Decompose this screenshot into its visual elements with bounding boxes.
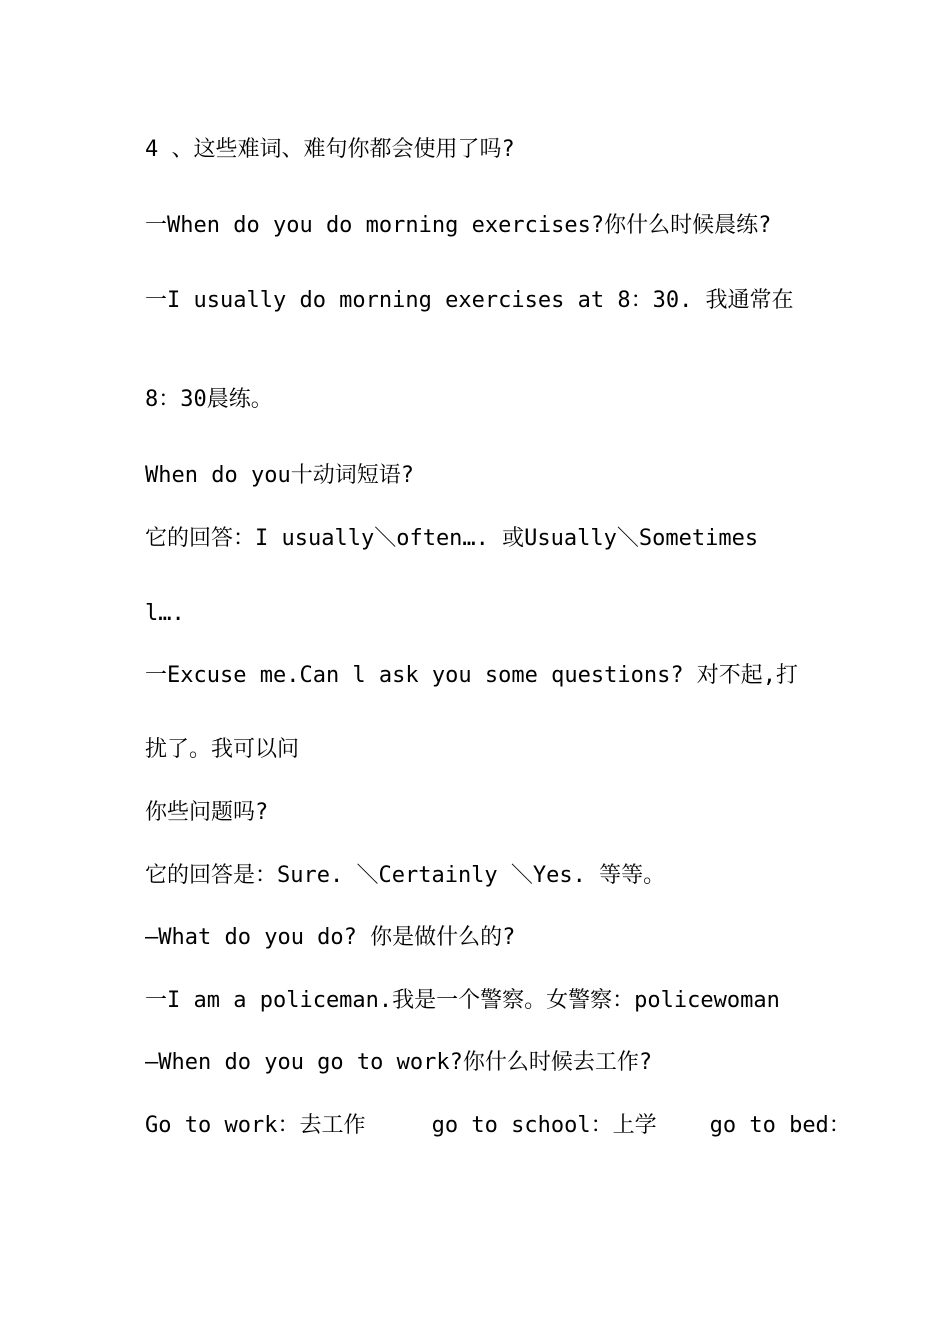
text-line: 它的回答：I usually＼often…. 或Usually＼Sometimes	[145, 526, 759, 551]
text-line: 一Excuse me.Can l ask you some questions? 对不起,打	[145, 663, 799, 688]
text-line: 一I am a policeman.我是一个警察。女警察：policewoman	[145, 988, 780, 1013]
text-line: 8：30晨练。	[145, 387, 273, 412]
text-line: 你些问题吗?	[145, 800, 269, 825]
text-line: When do you十动词短语?	[145, 463, 414, 488]
text-line: 它的回答是：Sure. ＼Certainly ＼Yes. 等等。	[145, 863, 666, 888]
section-heading: 4 、这些难词、难句你都会使用了吗?	[145, 137, 515, 162]
text-line: 一I usually do morning exercises at 8：30. 我通常在	[145, 288, 794, 313]
text-line: 一When do you do morning exercises?你什么时候晨练?	[145, 213, 772, 238]
text-line: —When do you go to work?你什么时候去工作?	[145, 1050, 653, 1075]
text-line: —What do you do? 你是做什么的?	[145, 925, 516, 950]
text-line: 扰了。我可以问	[145, 737, 300, 762]
text-line: Go to work：去工作 go to school：上学 go to bed：	[145, 1113, 851, 1138]
text-line: l….	[145, 601, 185, 626]
